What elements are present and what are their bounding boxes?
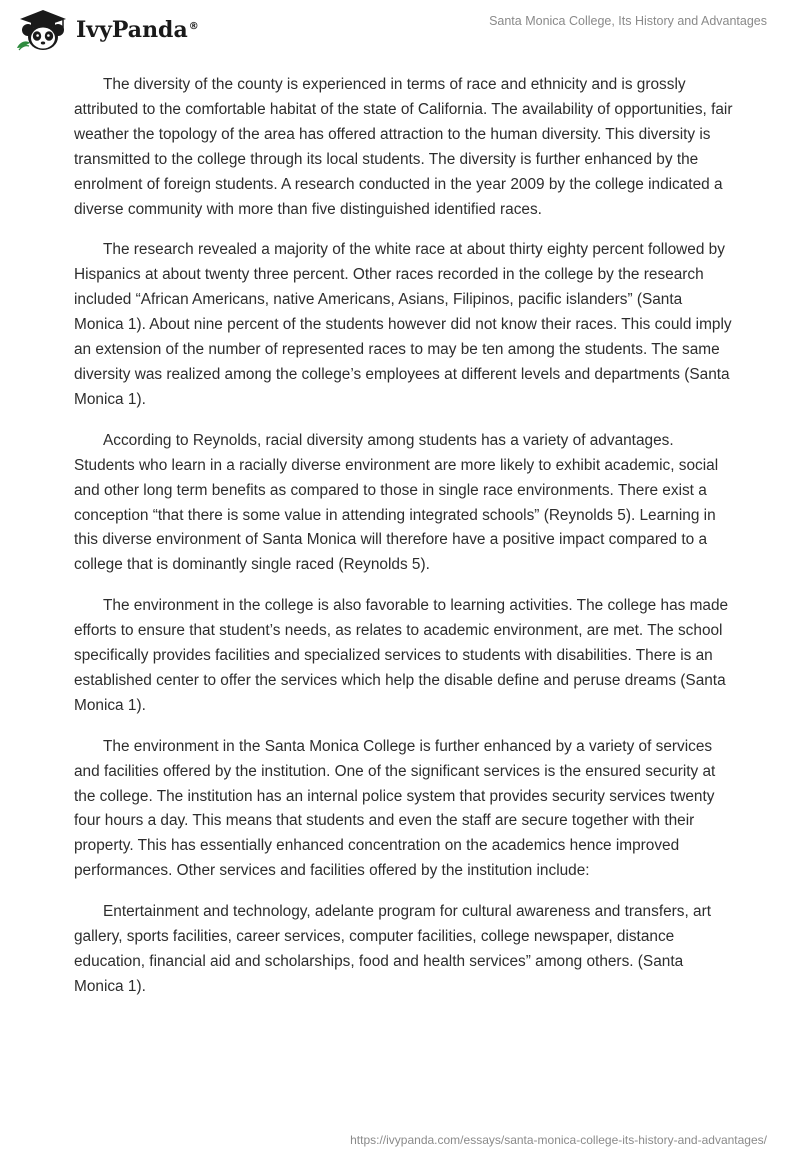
source-url[interactable]: https://ivypanda.com/essays/santa-monica-college-its-history-and-advantages/ xyxy=(350,1133,767,1147)
brand-name: IvyPanda® xyxy=(76,17,199,43)
page-header xyxy=(0,0,800,60)
paragraph: The research revealed a majority of the white race at about thirty eighty percent followed by Hispanics at about twenty three percent. Other races recorded in the college by the research included “African Americans, native Americans, Asians, Filipinos, pacific islanders” (Santa Monica 1). About nine percent of the students however did not know their races. This could imply an extension of the number of represented races to may be ten among the students. The same diversity was realized among the college’s employees at different levels and departments (Santa Monica 1). xyxy=(74,241,732,408)
ivypanda-logo[interactable] xyxy=(14,8,199,52)
paragraph: Entertainment and technology, adelante program for cultural awareness and transfers, art gallery, sports facilities, career services, computer facilities, college newspaper, distance education, financial aid and scholarships, food and health services” among others. (Santa Monica 1). xyxy=(74,903,711,995)
document-title: Santa Monica College, Its History and Advantages xyxy=(489,14,767,28)
paragraph: The environment in the Santa Monica College is further enhanced by a variety of services and facilities offered by the institution. One of the significant services is the ensured security at the college. The institution has an internal police system that provides security services twenty four hours a day. This means that students and even the staff are secure together with their property. This has essentially enhanced concentration on the academics hence improved performances. Other services and facilities offered by the institution include: xyxy=(74,737,716,880)
paragraph: According to Reynolds, racial diversity among students has a variety of advantages. Students who learn in a racially diverse environment are more likely to exhibit academic, social and other long term benefits as compared to those in single race environments. There exist a conception “that there is some value in attending integrated schools” (Reynolds 5). Learning in this diverse environment of Santa Monica will therefore have a positive impact compared to a college that is dominantly single raced (Reynolds 5). xyxy=(74,431,719,574)
paragraph: The diversity of the county is experienced in terms of race and ethnicity and is grossly attributed to the comfortable habitat of the state of California. The availability of opportunities, fair weather the topology of the area has offered attraction to the human diversity. This diversity is transmitted to the college through its local students. The diversity is further enhanced by the enrolment of foreign students. A research conducted in the year 2009 by the college indicated a diverse community with more than five distinguished identified races. xyxy=(74,76,733,218)
registered-mark: ® xyxy=(188,20,199,32)
paragraph: The environment in the college is also favorable to learning activities. The college has made efforts to ensure that student’s needs, as relates to academic environment, are met. The school specifically provides facilities and specialized services to students with disabilities. There is an established center to offer the services which help the disable define and peruse dreams (Santa Monica 1). xyxy=(74,597,729,714)
essay-body xyxy=(74,73,734,1016)
panda-graduation-cap-icon xyxy=(14,8,72,52)
